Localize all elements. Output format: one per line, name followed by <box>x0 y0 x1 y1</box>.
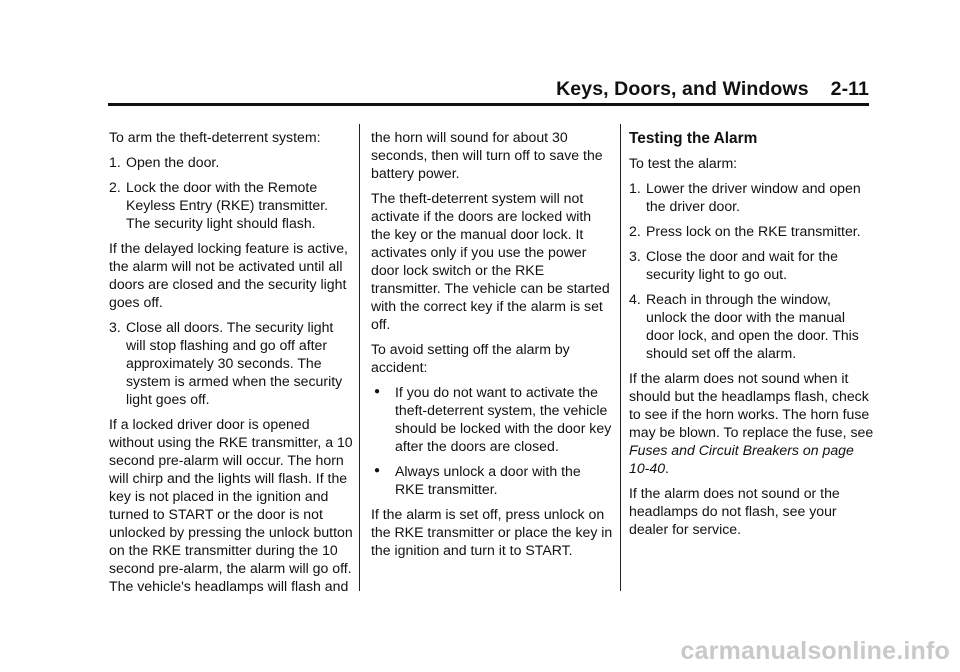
section-title: Keys, Doors, and Windows <box>556 78 809 100</box>
running-header <box>556 78 869 101</box>
arm-step-3 <box>109 318 354 408</box>
horn-fuse-paragraph <box>629 369 874 477</box>
step-text: Reach in through the window, unlock the door with the manual door lock, and open the door. This should set off the alarm. <box>646 291 859 361</box>
arm-step-1 <box>109 153 354 171</box>
step-text: Lock the door with the Remote Keyless Entry (RKE) transmitter. The security light should flash. <box>126 179 329 231</box>
bullet-text: Always unlock a door with the RKE transmitter. <box>395 463 581 497</box>
avoid-alarm-intro: To avoid setting off the alarm by accident: <box>371 341 570 375</box>
step-text: Open the door. <box>126 154 220 170</box>
step-number: 4. <box>629 291 641 307</box>
step-number: 3. <box>109 319 121 335</box>
step-text: Close the door and wait for the security light to go out. <box>646 248 838 282</box>
header-rule <box>108 103 869 106</box>
horn-fuse-text: If the alarm does not sound when it should but the headlamps flash, check to see if the horn works. The horn fuse may be blown. To replace the fuse, see <box>629 370 874 440</box>
step-text: Press lock on the RKE transmitter. <box>646 223 861 239</box>
column-2 <box>371 128 613 566</box>
arm-step-2 <box>109 178 354 232</box>
alarm-set-off-paragraph: If the alarm is set off, press unlock on the RKE transmitter or place the key in the ignition and turn it to START. <box>371 506 613 558</box>
test-step-1 <box>629 179 874 215</box>
test-step-3 <box>629 247 874 283</box>
column-divider-2 <box>620 124 621 591</box>
bullet-item <box>371 383 613 455</box>
watermark: carmanualsonline.info <box>680 637 950 665</box>
page-number: 2-11 <box>830 78 869 100</box>
activation-paragraph: The theft-deterrent system will not activate if the doors are locked with the key or the manual door lock. It activates only if you use the power door lock switch or the RKE transmitter. The vehicle can be started with the correct key if the alarm is set off. <box>371 190 610 332</box>
arm-step-2-note: If the delayed locking feature is active, the alarm will not be activated until all doors are closed and the security light goes off. <box>109 240 348 310</box>
step-number: 2. <box>629 223 641 239</box>
test-intro: To test the alarm: <box>629 155 738 171</box>
continued-paragraph: the horn will sound for about 30 seconds, then will turn off to save the battery power. <box>371 129 603 181</box>
bullet-text: If you do not want to activate the theft-deterrent system, the vehicle should be locked with the door key after the doors are closed. <box>395 384 612 454</box>
column-3 <box>629 128 874 545</box>
step-number: 1. <box>109 154 121 170</box>
column-divider-1 <box>359 124 360 591</box>
bullet-icon: ● <box>374 465 381 476</box>
step-number: 1. <box>629 180 641 196</box>
column-1 <box>109 128 354 602</box>
step-text: Close all doors. The security light will stop flashing and go off after approximately 30 seconds. The system is armed when the security light goes off. <box>126 319 343 407</box>
dealer-paragraph: If the alarm does not sound or the headlamps do not flash, see your dealer for service. <box>629 485 840 537</box>
step-number: 3. <box>629 248 641 264</box>
test-step-4 <box>629 290 874 362</box>
bullet-icon: ● <box>374 386 381 397</box>
test-step-2 <box>629 222 874 240</box>
step-number: 2. <box>109 179 121 195</box>
fuses-cross-reference: Fuses and Circuit Breakers on page 10-40 <box>629 442 854 476</box>
bullet-item <box>371 462 613 498</box>
horn-fuse-period: . <box>665 460 669 476</box>
pre-alarm-paragraph: If a locked driver door is opened without using the RKE transmitter, a 10 second pre-alarm will occur. The horn will chirp and the lights will flash. If the key is not placed in the ignition and turned to START or the door is not unlocked by pressing the unlock button on the RKE transmitter during the 10 second pre-alarm, the alarm will go off. The vehicle's headlamps will flash and <box>109 416 353 594</box>
arm-intro: To arm the theft-deterrent system: <box>109 129 321 145</box>
step-text: Lower the driver window and open the driver door. <box>646 180 861 214</box>
section-heading: Testing the Alarm <box>629 130 758 147</box>
